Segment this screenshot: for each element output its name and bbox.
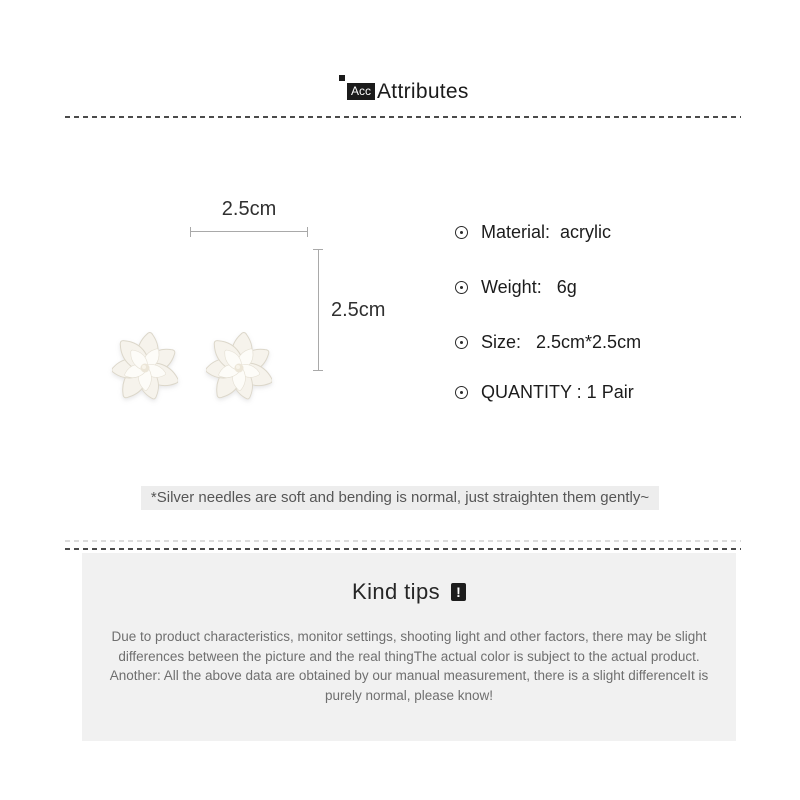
decor-square-icon xyxy=(339,75,345,81)
attribute-row-material xyxy=(455,220,611,244)
note-row xyxy=(0,486,800,510)
height-dimension-label: 2.5cm xyxy=(331,299,386,321)
tips-line: differences between the picture and the real thingThe actual color is subject to the actual product. xyxy=(118,648,700,664)
brand-badge: Acc xyxy=(347,83,375,100)
attribute-text: QUANTITY : 1 Pair xyxy=(481,381,634,402)
divider-dashed-top xyxy=(65,116,741,118)
tips-line: purely normal, please know! xyxy=(324,687,494,703)
kind-tips-title: Kind tips xyxy=(352,579,440,604)
attribute-text: Weight: 6g xyxy=(481,276,577,297)
attribute-row-quantity xyxy=(455,380,634,404)
attribute-text: Size: 2.5cm*2.5cm xyxy=(481,331,642,352)
divider-dashed-light xyxy=(65,540,741,542)
earring-left-image xyxy=(112,330,178,406)
bullet-icon xyxy=(455,281,468,294)
divider-dashed-bottom xyxy=(65,548,741,550)
kind-tips-box xyxy=(82,553,736,741)
tips-line: Another: All the above data are obtained by our manual measurement, there is a slight differenceIt is xyxy=(109,668,709,683)
earring-right-image xyxy=(206,330,272,406)
page-title: Attributes xyxy=(377,80,469,103)
silver-needle-note: *Silver needles are soft and bending is normal, just straighten them gently~ xyxy=(141,486,659,510)
attribute-row-weight xyxy=(455,275,577,299)
kind-tips-title-row xyxy=(82,579,736,605)
attribute-row-size xyxy=(455,330,641,354)
exclamation-icon: ! xyxy=(451,583,466,601)
width-dimension-label: 2.5cm xyxy=(221,198,277,220)
height-dimension-line xyxy=(313,249,323,371)
bullet-icon xyxy=(455,336,468,349)
tips-line: Due to product characteristics, monitor settings, shooting light and other factors, there may be slight xyxy=(111,629,707,644)
kind-tips-body xyxy=(82,627,736,705)
attribute-text: Material: acrylic xyxy=(481,221,612,242)
bullet-icon xyxy=(455,226,468,239)
bullet-icon xyxy=(455,386,468,399)
width-dimension-line xyxy=(190,227,308,237)
